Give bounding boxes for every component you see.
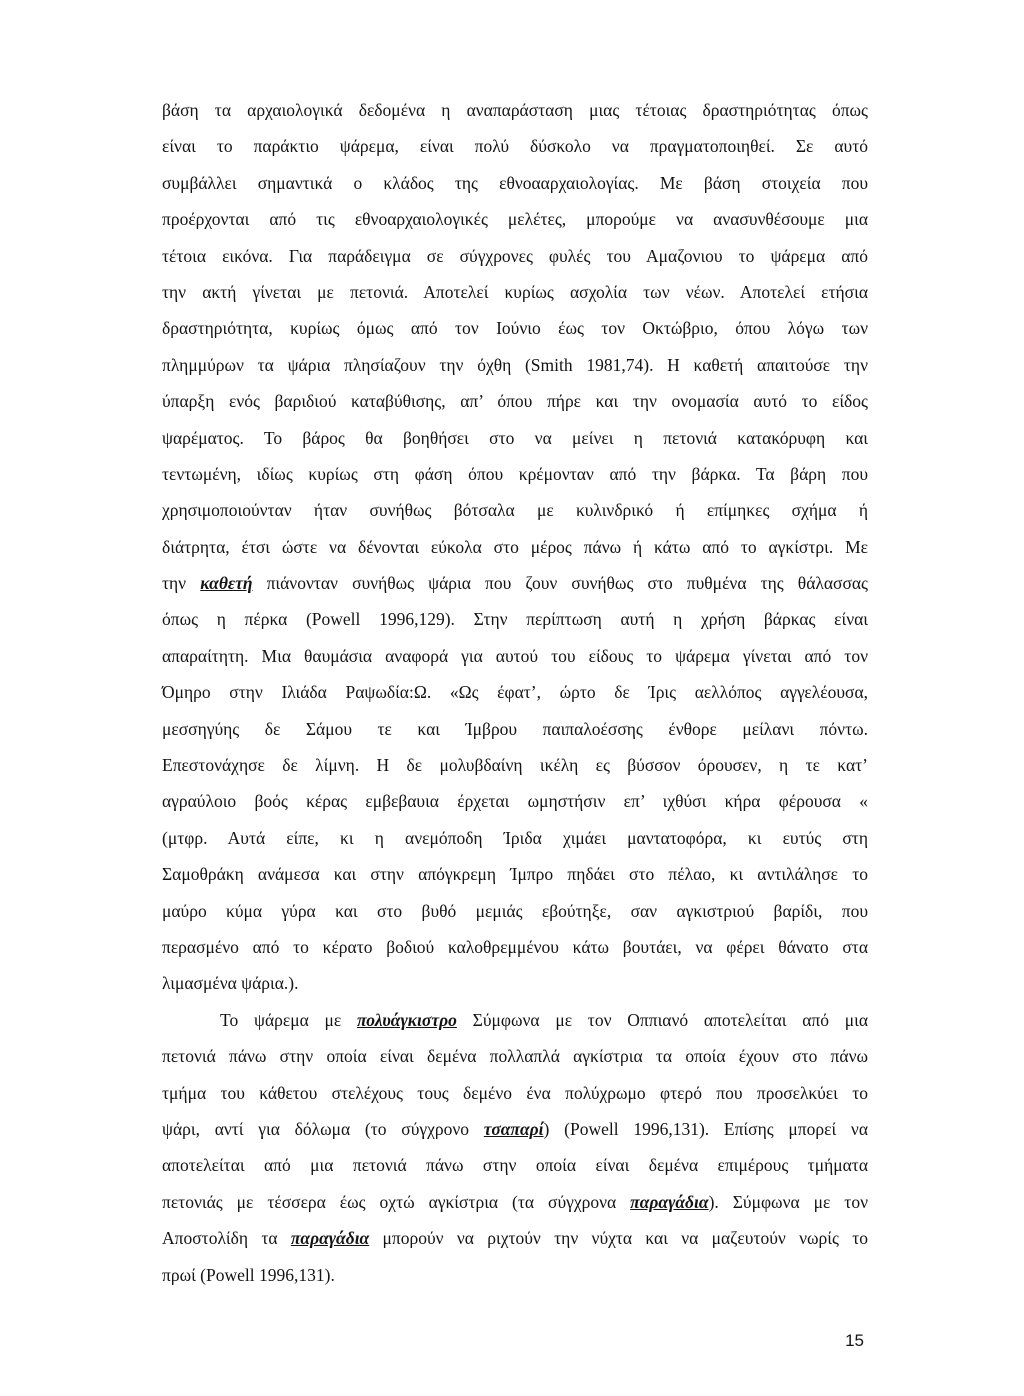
text-line [162, 935, 868, 971]
keyword-emphasis: πολυάγκιστρο [357, 1009, 457, 1030]
text-run: τέτοια εικόνα. Για παράδειγμα σε σύγχρονες φυλές του Αμαζονιου το ψάρεμα από [162, 245, 868, 266]
text-line [162, 899, 868, 935]
text-run: λιμασμένα ψάρια.). [162, 973, 299, 994]
text-line [162, 244, 868, 280]
text-run: μεσσηγύης δε Σάμου τε και Ίμβρου παιπαλοέσσης ένθορε μείλανι πόντω. [162, 718, 868, 739]
text-line [162, 98, 868, 134]
text-run: (μτφρ. Αυτά είπε, κι η ανεμόποδη Ίριδα χιμάει μαντατοφόρα, κι ευτύς στη [162, 827, 868, 848]
text-line [162, 753, 868, 789]
text-run: χρησιμοποιούνταν ήταν συνήθως βότσαλα με κυλινδρικό ή επίμηκες σχήμα ή [162, 500, 868, 521]
text-line [162, 316, 868, 352]
text-run: πρωί (Powell 1996,131). [162, 1264, 335, 1285]
keyword-emphasis: καθετή [200, 573, 253, 594]
text-line [162, 680, 868, 716]
keyword-emphasis: παραγάδια [290, 1228, 370, 1249]
text-line [162, 644, 868, 680]
text-line [162, 971, 868, 1007]
text-line [162, 607, 868, 643]
text-line [162, 280, 868, 316]
text-run: Το ψάρεμα με [220, 1009, 357, 1030]
text-line [162, 1190, 868, 1226]
text-run: Σύμφωνα με τον Οππιανό αποτελείται από μια [456, 1009, 868, 1030]
text-run: πετονιά πάνω στην οποία είναι δεμένα πολλαπλά αγκίστρια τα οποία έχουν στο πάνω [162, 1046, 868, 1067]
text-run: Σαμοθράκη ανάμεσα και στην απόγκρεμη Ίμπρο πηδάει στο πέλαο, κι αντιλάλησε το [162, 864, 868, 885]
text-line [162, 462, 868, 498]
text-run: αποτελείται από μια πετονιά πάνω στην οποία είναι δεμένα επιμέρους τμήματα [162, 1155, 868, 1176]
keyword-emphasis: παραγάδια [630, 1191, 709, 1212]
text-run: προέρχονται από τις εθνοαρχαιολογικές μελέτες, μπορούμε να ανασυνθέσουμε μια [162, 209, 868, 230]
text-line [162, 134, 868, 170]
text-run: διάτρητα, έτσι ώστε να δένονται εύκολα στο μέρος πάνω ή κάτω από το αγκίστρι. Με [162, 536, 868, 557]
text-run: ψαρέματος. Το βάρος θα βοηθήσει στο να μείνει η πετονιά κατακόρυφη και [162, 427, 868, 448]
text-line [162, 535, 868, 571]
text-run: ψάρι, αντί για δόλωμα (το σύγχρονο [162, 1118, 484, 1139]
text-line [162, 1263, 868, 1299]
text-line [162, 1226, 868, 1262]
text-run: μαύρο κύμα γύρα και στο βυθό μεμιάς εβούτηξε, σαν αγκιστριού βαρίδι, που [162, 900, 868, 921]
text-run: όπως η πέρκα (Powell 1996,129). Στην περίπτωση αυτή η χρήση βάρκας είναι [162, 609, 868, 630]
text-line [162, 571, 868, 607]
text-run: πετονιάς με τέσσερα έως οχτώ αγκίστρια (τα σύγχρονα [162, 1191, 631, 1212]
text-line [162, 353, 868, 389]
text-run: αγραύλοιο βοός κέρας εμβεβαυια έρχεται ωμηστήσιν επ’ ιχθύσι κήρα φέρουσα « [162, 791, 868, 812]
keyword-emphasis: τσαπαρί [483, 1118, 544, 1139]
text-run: βάση τα αρχαιολογικά δεδομένα η αναπαράσταση μιας τέτοιας δραστηριότητας όπως [162, 100, 868, 120]
text-run: δραστηριότητα, κυρίως όμως από τον Ιούνιο έως τον Οκτώβριο, όπου λόγω των [162, 318, 868, 339]
text-line [162, 1081, 868, 1117]
text-run: ) (Powell 1996,131). Επίσης μπορεί να [543, 1118, 868, 1139]
text-line [162, 826, 868, 862]
text-run: τεντωμένη, ιδίως κυρίως στη φάση όπου κρέμονταν από την βάρκα. Τα βάρη που [162, 463, 868, 484]
text-line [162, 862, 868, 898]
text-run: τμήμα του κάθετου στελέχους τους δεμένο ένα πολύχρωμο φτερό που προσελκύει το [162, 1082, 868, 1103]
text-line [162, 389, 868, 425]
text-line [162, 207, 868, 243]
text-run: απαραίτητη. Μια θαυμάσια αναφορά για αυτού του είδους το ψάρεμα γίνεται από τον [162, 645, 868, 666]
text-line [162, 498, 868, 534]
text-run: την [162, 573, 201, 594]
body-text [162, 98, 868, 1299]
text-run: πιάνονταν συνήθως ψάρια που ζουν συνήθως στο πυθμένα της θάλασσας [252, 573, 868, 594]
text-run: ύπαρξη ενός βαριδιού καταβύθισης, απ’ όπου πήρε και την ονομασία αυτό το είδος [162, 391, 868, 412]
text-run: Όμηρο στην Ιλιάδα Ραψωδία:Ω. «Ως έφατ’, ώρτο δε Ίρις αελλόπος αγγελέουσα, [162, 682, 868, 703]
page-number: 15 [845, 1331, 864, 1350]
text-line [162, 717, 868, 753]
text-run: πλημμύρων τα ψάρια πλησίαζουν την όχθη (Smith 1981,74). Η καθετή απαιτούσε την [162, 354, 868, 375]
text-run: μπορούν να ριχτούν την νύχτα και να μαζευτούν νωρίς το [369, 1228, 868, 1249]
text-line [162, 1008, 868, 1044]
text-run: είναι το παράκτιο ψάρεμα, είναι πολύ δύσκολο να πραγματοποιηθεί. Σε αυτό [162, 136, 868, 157]
text-line [162, 1117, 868, 1153]
text-run: συμβάλλει σημαντικά ο κλάδος της εθνοααρχαιολογίας. Με βάση στοιχεία που [162, 172, 868, 193]
text-run: ). Σύμφωνα με τον [708, 1191, 868, 1212]
text-line [162, 1153, 868, 1189]
text-run: περασμένο από το κέρατο βοδιού καλοθρεμμένου κάτω βουτάει, να φέρει θάνατο στα [162, 936, 868, 957]
text-line [162, 789, 868, 825]
text-run: την ακτή γίνεται με πετονιά. Αποτελεί κυρίως ασχολία των νέων. Αποτελεί ετήσια [162, 281, 868, 302]
text-run: Αποστολίδη τα [162, 1228, 291, 1249]
text-run: Επεστονάχησε δε λίμνη. Η δε μολυβδαίνη ικέλη ες βύσσον όρουσεν, η τε κατ’ [162, 755, 868, 776]
text-line [162, 171, 868, 207]
text-line [162, 1044, 868, 1080]
text-line [162, 426, 868, 462]
